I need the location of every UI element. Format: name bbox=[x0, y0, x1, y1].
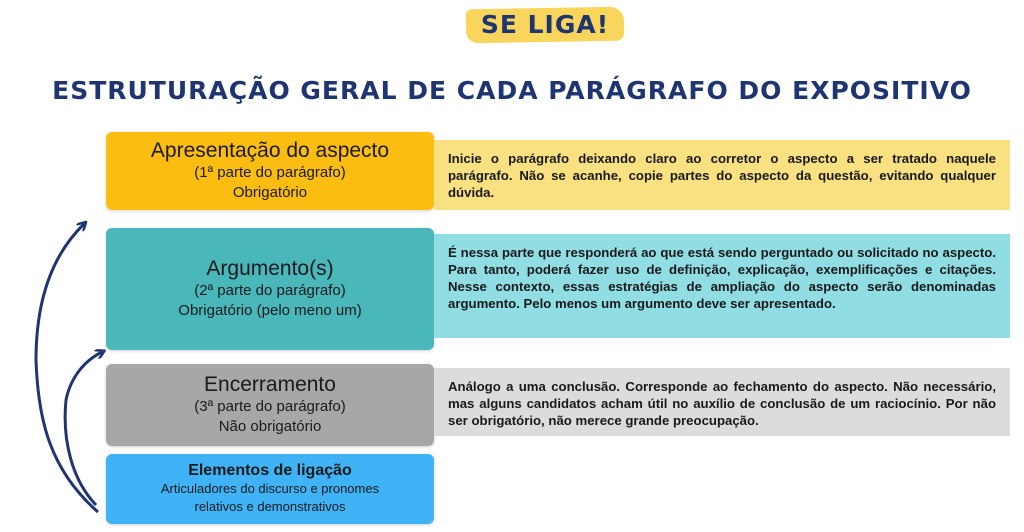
step-sub: (2ª parte do parágrafo) bbox=[194, 282, 346, 299]
step-heading: Encerramento bbox=[204, 373, 336, 396]
connectors-heading: Elementos de ligação bbox=[188, 462, 352, 479]
se-liga-badge: SE LIGA! bbox=[480, 9, 610, 39]
desc-encerramento: Análogo a uma conclusão. Corresponde ao fechamento do aspecto. Não necessário, mas alguns candidatos acham útil no auxílio de conclusão de um raciocínio. Por não ser obrigatório, não merece grande preocupação. bbox=[434, 368, 1010, 436]
desc-argumento: É nessa parte que responderá ao que está sendo perguntado ou solicitado no aspecto. Para tanto, poderá fazer uso de definição, explicação, exemplificações e citações. Nesse contexto, essas estratégias de ampliação do aspecto serão denominadas argumento. Pelo menos um argumento deve ser apresentado. bbox=[434, 234, 1010, 338]
page-title: ESTRUTURAÇÃO GERAL DE CADA PARÁGRAFO DO EXPOSITIVO bbox=[52, 76, 972, 105]
step-requirement: Obrigatório (pelo meno um) bbox=[178, 302, 362, 319]
desc-apresentacao: Inicie o parágrafo deixando claro ao corretor o aspecto a ser tratado naquele parágrafo. Não se acanhe, copie partes do aspecto da questão, evitando qualquer dúvida. bbox=[434, 140, 1010, 210]
box-elementos-ligacao bbox=[106, 454, 434, 524]
step-heading: Apresentação do aspecto bbox=[150, 139, 390, 162]
step-requirement: Não obrigatório bbox=[218, 418, 322, 435]
step-requirement: Obrigatório bbox=[232, 184, 308, 201]
step-sub: (3ª parte do parágrafo) bbox=[194, 398, 346, 415]
connectors-sub: Articuladores do discurso e pronomes relativos e demonstrativos bbox=[160, 481, 380, 514]
arrow-to-apresentacao bbox=[36, 224, 98, 512]
box-argumento bbox=[106, 228, 434, 350]
box-apresentacao bbox=[106, 132, 434, 210]
step-sub: (1ª parte do parágrafo) bbox=[194, 164, 346, 181]
box-encerramento bbox=[106, 364, 434, 446]
step-heading: Argumento(s) bbox=[206, 257, 334, 280]
